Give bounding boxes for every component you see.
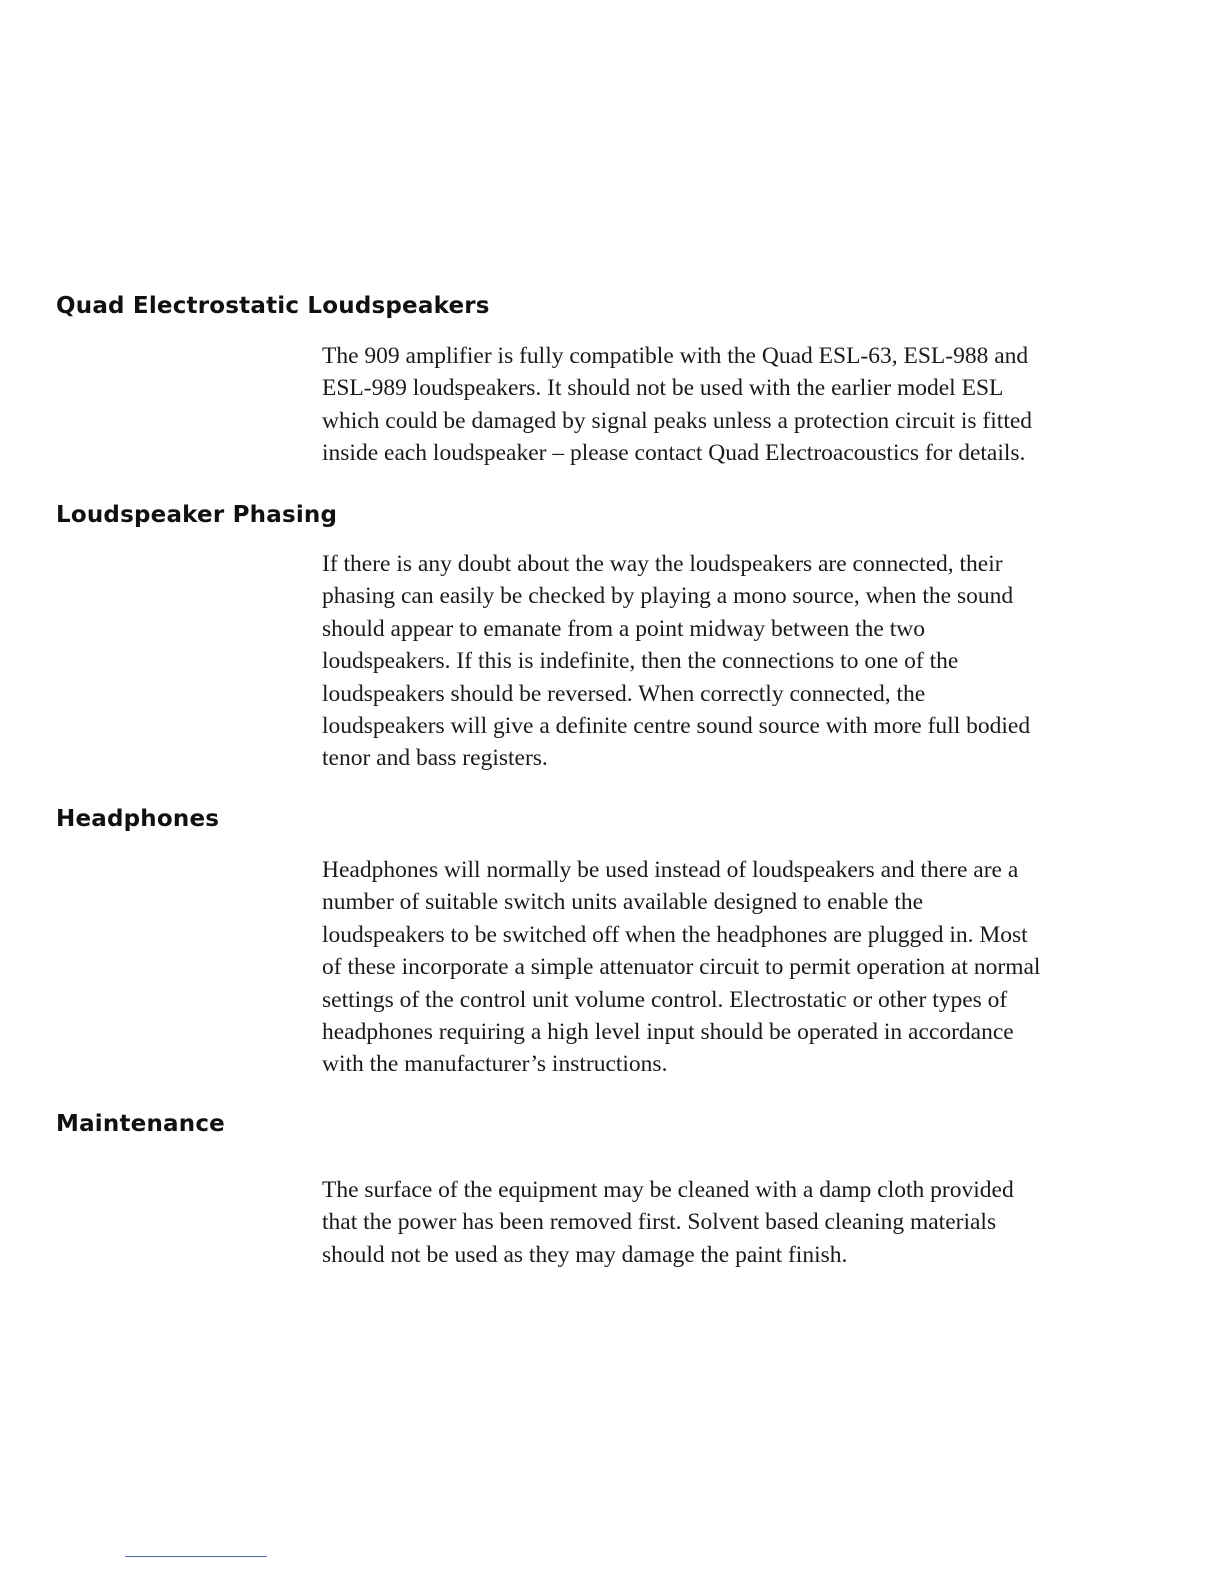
paragraph-line: should appear to emanate from a point midway between the two <box>322 615 925 642</box>
paragraph-line: loudspeakers should be reversed. When correctly connected, the <box>322 680 926 707</box>
section-heading: Headphones <box>56 806 220 832</box>
paragraph-line: that the power has been removed first. Solvent based cleaning materials <box>322 1209 997 1236</box>
section-heading: Quad Electrostatic Loudspeakers <box>56 293 490 319</box>
paragraph-line: The 909 amplifier is fully compatible with the Quad ESL-63, ESL-988 and <box>322 343 1029 369</box>
paragraph-line: should not be used as they may damage the paint finish. <box>322 1241 848 1268</box>
paragraph-line: If there is any doubt about the way the loudspeakers are connected, their <box>322 551 1003 577</box>
paragraph-line: loudspeakers. If this is indefinite, then the connections to one of the <box>322 648 959 675</box>
paragraph-line: The surface of the equipment may be cleaned with a damp cloth provided <box>322 1177 1014 1203</box>
paragraph-line: loudspeakers to be switched off when the headphones are plugged in. Most <box>322 921 1028 948</box>
paragraph-line: Headphones will normally be used instead of loudspeakers and there are a <box>322 857 1019 883</box>
section-paragraph <box>322 548 1182 775</box>
paragraph-line: phasing can easily be checked by playing a mono source, when the sound <box>322 583 1014 610</box>
paragraph-line: with the manufacturer’s instructions. <box>322 1051 668 1078</box>
footer-divider <box>125 1556 267 1557</box>
paragraph-line: which could be damaged by signal peaks unless a protection circuit is fitted <box>322 407 1033 434</box>
paragraph-line: headphones requiring a high level input should be operated in accordance <box>322 1019 1014 1046</box>
paragraph-line: number of suitable switch units available designed to enable the <box>322 889 924 916</box>
paragraph-line: of these incorporate a simple attenuator circuit to permit operation at normal <box>322 954 1041 981</box>
section-heading: Maintenance <box>56 1111 225 1137</box>
section-paragraph <box>322 1174 1182 1271</box>
paragraph-line: loudspeakers will give a definite centre sound source with more full bodied <box>322 713 1031 740</box>
paragraph-line: inside each loudspeaker – please contact Quad Electroacoustics for details. <box>322 440 1026 467</box>
paragraph-line: tenor and bass registers. <box>322 745 548 772</box>
paragraph-line: settings of the control unit volume control. Electrostatic or other types of <box>322 986 1008 1013</box>
paragraph-line: ESL-989 loudspeakers. It should not be used with the earlier model ESL <box>322 375 1004 402</box>
section-heading: Loudspeaker Phasing <box>56 502 338 528</box>
section-paragraph <box>322 854 1182 1081</box>
section-paragraph <box>322 340 1182 470</box>
